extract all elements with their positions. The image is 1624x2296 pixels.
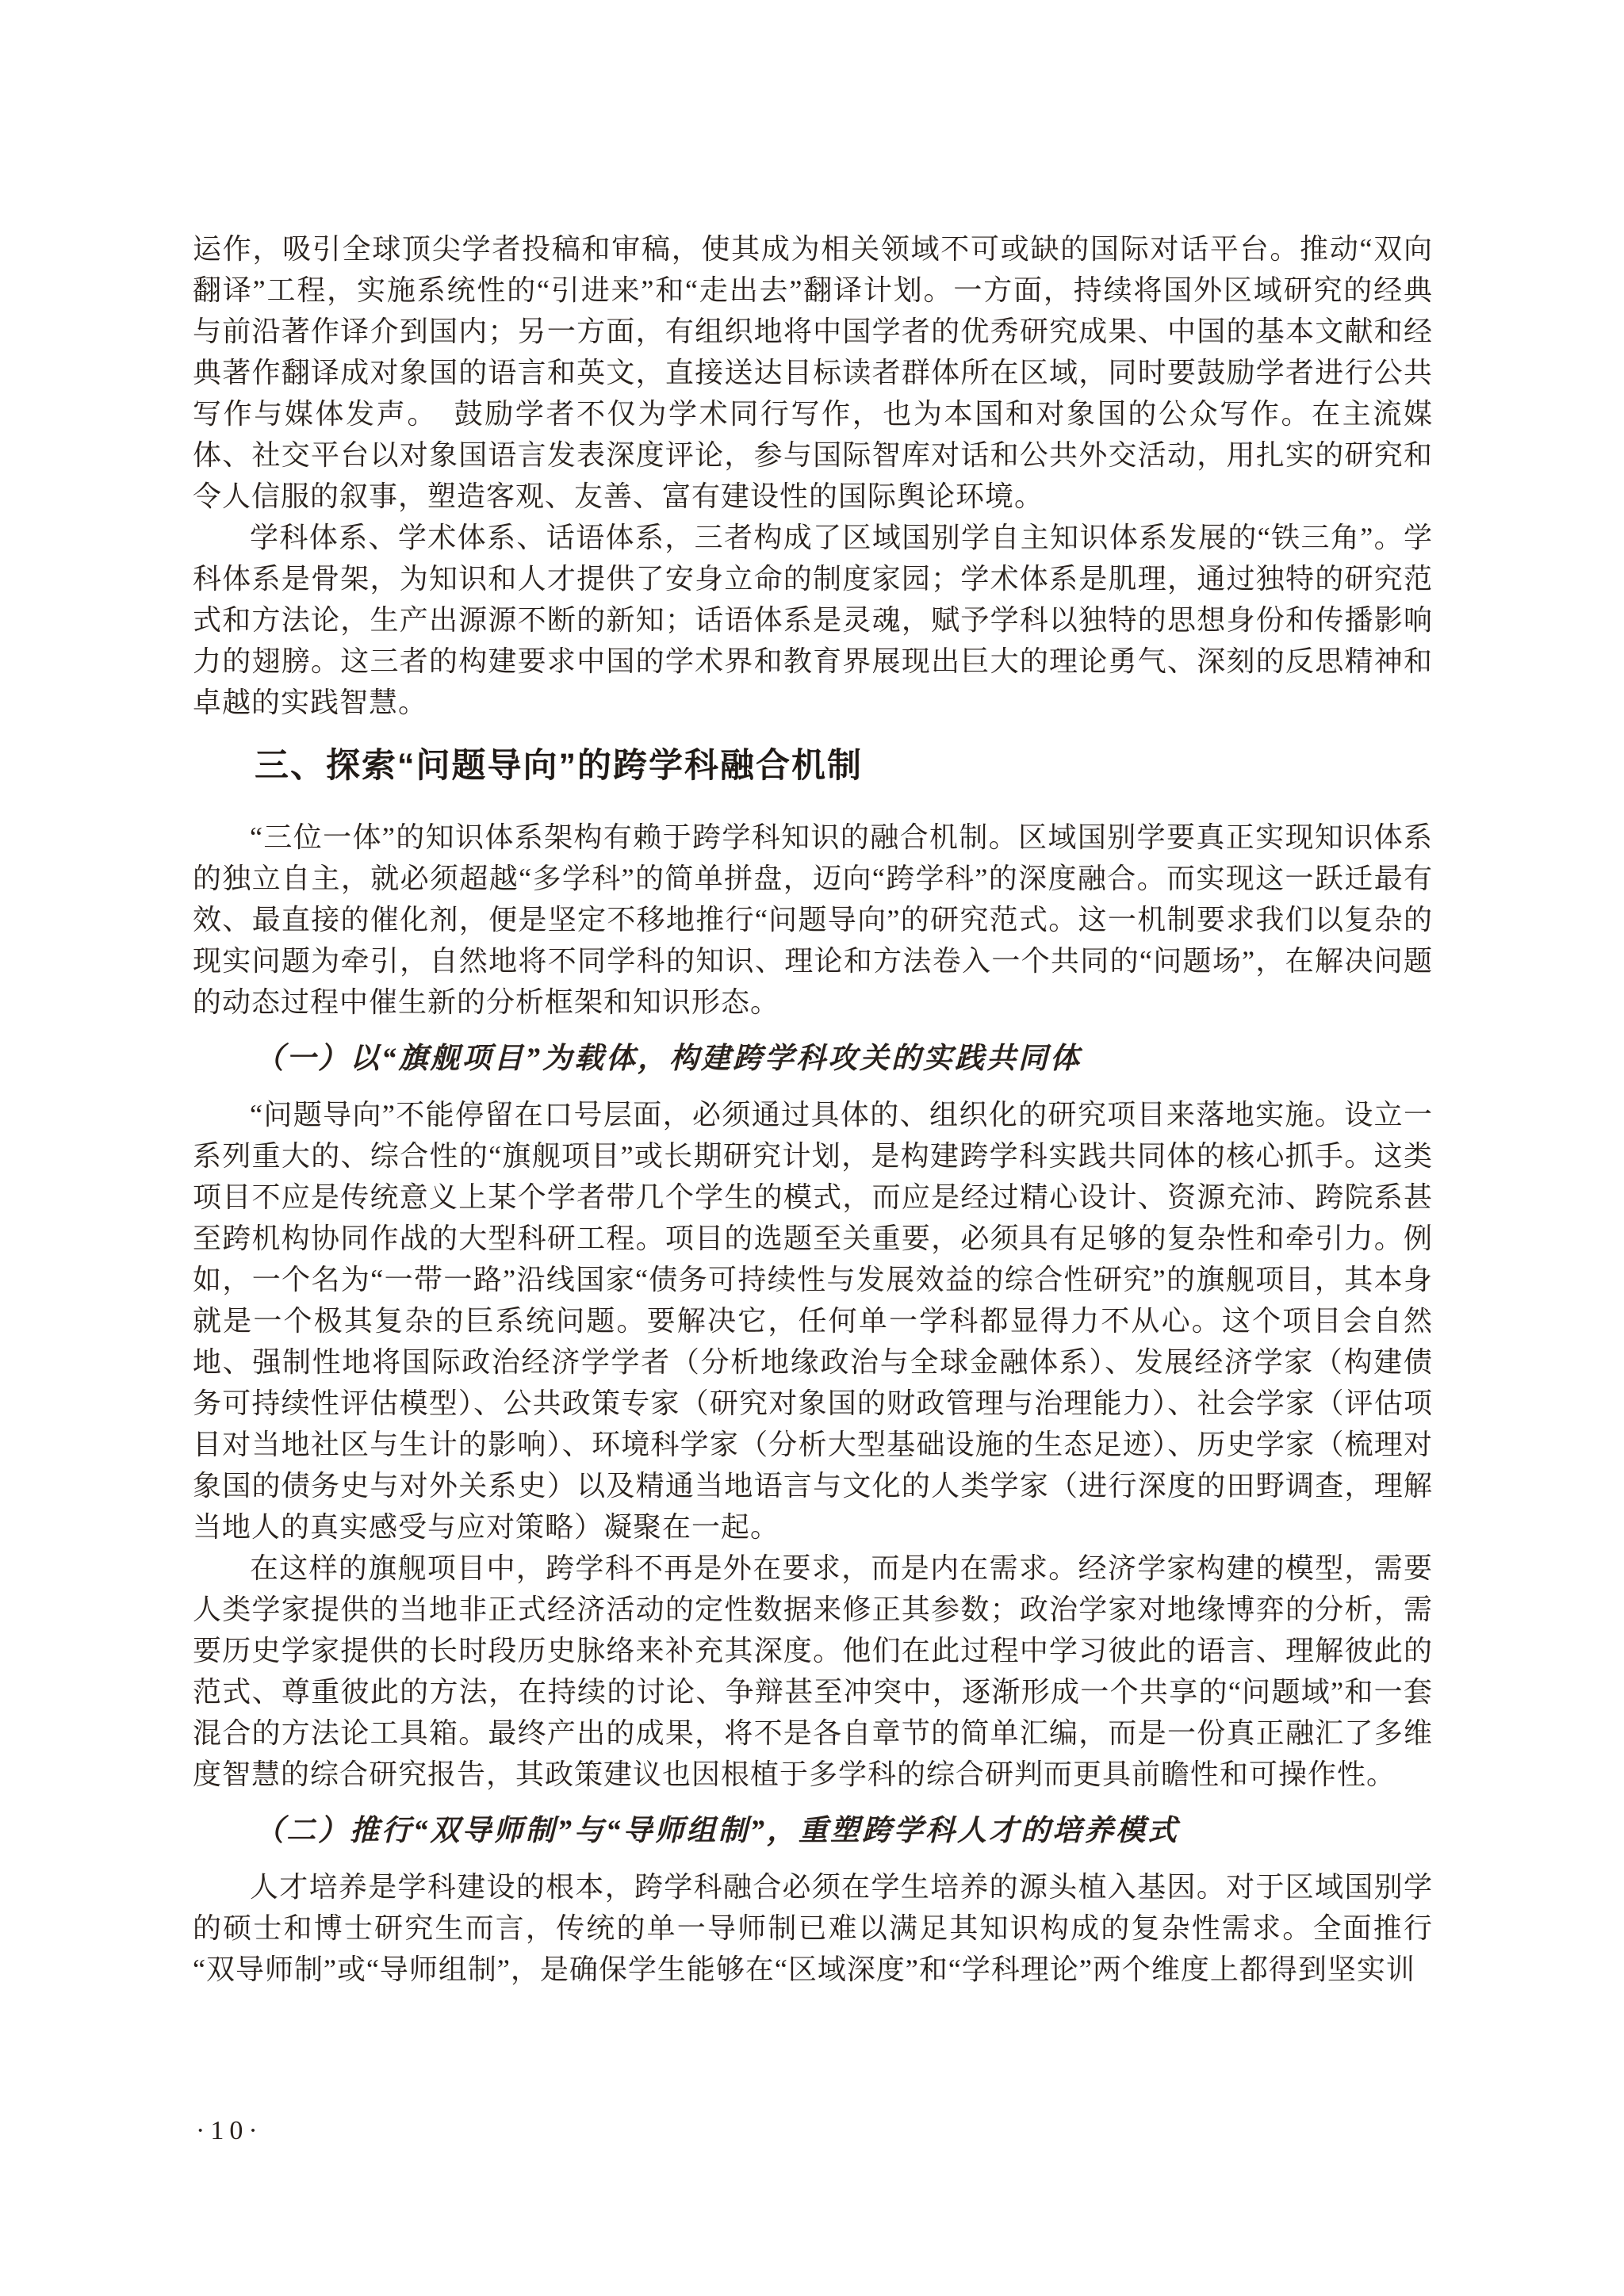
paragraph: 在这样的旗舰项目中，跨学科不再是外在要求，而是内在需求。经济学家构建的模型，需要人类学家提供的当地非正式经济活动的定性数据来修正其参数；政治学家对地缘博弈的分析，需要历史学家提供的长时段历史脉络来补充其深度。他们在此过程中学习彼此的语言、理解彼此的范式、尊重彼此的方法，在持续的讨论、争辩甚至冲突中，逐渐形成一个共享的“问题域”和一套混合的方法论工具箱。最终产出的成果，将不是各自章节的简单汇编，而是一份真正融汇了多维度智慧的综合研究报告，其政策建议也因根植于多学科的综合研判而更具前瞻性和可操作性。: [193, 1552, 1433, 1790]
paragraph-continued-from-previous-page: 运作，吸引全球顶尖学者投稿和审稿，使其成为相关领域不可或缺的国际对话平台。推动“双向翻译”工程，实施系统性的“引进来”和“走出去”翻译计划。一方面，持续将国外区域研究的经典与前沿著作译介到国内；另一方面，有组织地将中国学者的优秀研究成果、中国的基本文献和经典著作翻译成对象国的语言和英文，直接送达目标读者群体所在区域，同时要鼓励学者进行公共写作与媒体发声。 鼓励学者不仅为学术同行写作，也为本国和对象国的公众写作。在主流媒体、社交平台以对象国语言发表深度评论，参与国际智库对话和公共外交活动，用扎实的研究和令人信服的叙事，塑造客观、友善、富有建设性的国际舆论环境。: [193, 233, 1433, 512]
subsection-heading-2: （二）推行“双导师制”与“导师组制”，重塑跨学科人才的培养模式: [255, 1815, 1179, 1847]
subsection-heading-1: （一）以“旗舰项目”为载体，构建跨学科攻关的实践共同体: [255, 1043, 1082, 1075]
page-body: [193, 228, 1433, 1990]
paragraph: 学科体系、学术体系、话语体系，三者构成了区域国别学自主知识体系发展的“铁三角”。学科体系是骨架，为知识和人才提供了安身立命的制度家园；学术体系是肌理，通过独特的研究范式和方法论，生产出源源不断的新知；话语体系是灵魂，赋予学科以独特的思想身份和传播影响力的翅膀。这三者的构建要求中国的学术界和教育界展现出巨大的理论勇气、深刻的反思精神和卓越的实践智慧。: [193, 522, 1433, 718]
paragraph: “问题导向”不能停留在口号层面，必须通过具体的、组织化的研究项目来落地实施。设立一系列重大的、综合性的“旗舰项目”或长期研究计划，是构建跨学科实践共同体的核心抓手。这类项目不应是传统意义上某个学者带几个学生的模式，而应是经过精心设计、资源充沛、跨院系甚至跨机构协同作战的大型科研工程。项目的选题至关重要，必须具有足够的复杂性和牵引力。例如，一个名为“一带一路”沿线国家“债务可持续性与发展效益的综合性研究”的旗舰项目，其本身就是一个极其复杂的巨系统问题。要解决它，任何单一学科都显得力不从心。这个项目会自然地、强制性地将国际政治经济学学者（分析地缘政治与全球金融体系）、发展经济学家（构建债务可持续性评估模型）、公共政策专家（研究对象国的财政管理与治理能力）、社会学家（评估项目对当地社区与生计的影响）、环境科学家（分析大型基础设施的生态足迹）、历史学家（梳理对象国的债务史与对外关系史）以及精通当地语言与文化的人类学家（进行深度的田野调查，理解当地人的真实感受与应对策略）凝聚在一起。: [193, 1099, 1433, 1543]
paragraph: “三位一体”的知识体系架构有赖于跨学科知识的融合机制。区域国别学要真正实现知识体系的独立自主，就必须超越“多学科”的简单拼盘，迈向“跨学科”的深度融合。而实现这一跃迁最有效、最直接的催化剂，便是坚定不移地推行“问题导向”的研究范式。这一机制要求我们以复杂的现实问题为牵引，自然地将不同学科的知识、理论和方法卷入一个共同的“问题场”，在解决问题的动态过程中催生新的分析框架和知识形态。: [193, 821, 1433, 1018]
page-number: ·10·: [196, 2116, 263, 2145]
section-heading: 三、探索“问题导向”的跨学科融合机制: [255, 747, 863, 785]
paragraph: 人才培养是学科建设的根本，跨学科融合必须在学生培养的源头植入基因。对于区域国别学的硕士和博士研究生而言，传统的单一导师制已难以满足其知识构成的复杂性需求。全面推行“双导师制”或“导师组制”，是确保学生能够在“区域深度”和“学科理论”两个维度上都得到坚实训: [193, 1871, 1433, 1985]
